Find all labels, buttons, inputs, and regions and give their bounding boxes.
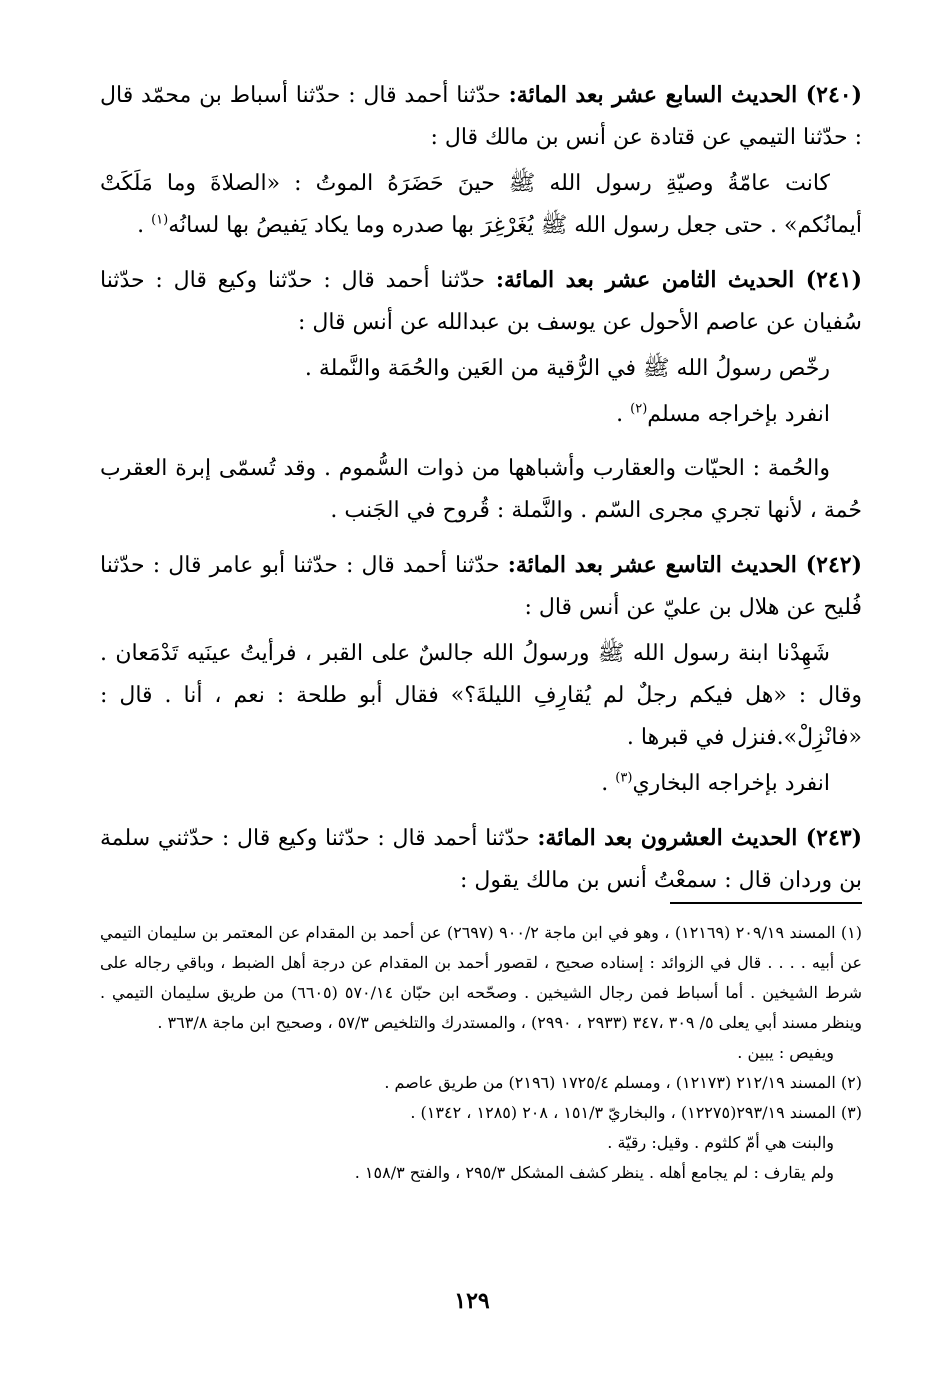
hadith-240-end: . <box>137 213 152 238</box>
hadith-240-matn <box>100 163 862 247</box>
hadith-241-note-end: . <box>616 402 631 427</box>
hadith-241-chain: حدّثنا أحمد قال : حدّثنا وكيع قال : حدّثنا سُفيان عن عاصم الأحول عن يوسف بن عبدالله عن أنس قال : <box>100 268 862 335</box>
hadith-241-isnad <box>100 259 862 344</box>
hadith-241-note <box>100 394 862 436</box>
hadith-242-heading: (٢٤٢) الحديث التاسع عشر بعد المائة: <box>507 552 863 578</box>
hadith-242-note-text: انفرد بإخراجه البخاري <box>632 771 830 796</box>
footnote-1-gloss: ويفيص : يبين . <box>737 1043 834 1062</box>
page-number: ١٢٩ <box>454 1288 490 1314</box>
hadith-242-chain: حدّثنا أحمد قال : حدّثنا أبو عامر قال : حدّثنا فُليح عن هلال بن عليّ عن أنس قال : <box>100 553 862 620</box>
hadith-242-matn: شَهِدْنا ابنة رسول الله ﷺ ورسولُ الله جالسٌ على القبر ، فرأيتُ عينَيه تَدْمَعان . وقال : «هل فيكم رجلٌ لم يُقارِفِ الليلةَ؟» فقال أبو طلحة : نعم ، أنا . قال : «فانْزِلْ».فنزل في قبرها . <box>100 641 862 750</box>
footnote-2: (٢) المسند ٢١٢/١٩ (١٢١٧٣) ، ومسلم ١٧٢٥/٤ (٢١٩٦) من طريق عاصم . <box>384 1073 862 1092</box>
footnote-divider <box>670 902 862 904</box>
hadith-241-heading: (٢٤١) الحديث الثامن عشر بعد المائة: <box>495 267 862 293</box>
footnote-ref-3: (٣) <box>615 770 633 786</box>
footnote-3: (٣) المسند ٢٩٣/١٩(١٢٢٧٥) ، والبخاريّ ١٥١/٣ ، ٢٠٨ (١٢٨٥ ، ١٣٤٢) . <box>410 1103 862 1122</box>
footnote-ref-2: (٢) <box>630 401 648 417</box>
hadith-243-chain: حدّثنا أحمد قال : حدّثنا وكيع قال : حدّثني سلمة بن وردان قال : سمعْتُ أنس بن مالك يقول : <box>100 826 862 893</box>
hadith-242-isnad <box>100 544 862 629</box>
hadith-242-note-end: . <box>601 771 616 796</box>
hadith-241-gloss: والحُمة : الحيّات والعقارب وأشباهها من ذوات السُّموم . وقد تُسمّى إبرة العقرب حُمة ، لأنها تجري مجرى السّم . والنَّملة : قُروح في الجَنب . <box>100 456 862 523</box>
footnotes <box>100 918 862 1188</box>
hadith-241-note-text: انفرد بإخراجه مسلم <box>647 402 830 427</box>
main-text <box>100 74 862 906</box>
footnote-3-gloss-a: والبنت هي أمّ كلثوم . وقيل: رقيّة . <box>607 1133 834 1152</box>
hadith-241-matn: رخّص رسولُ الله ﷺ في الرُّقية من العَين والحُمَة والنَّملة . <box>304 356 830 381</box>
hadith-240-isnad <box>100 74 862 159</box>
footnote-1: (١) المسند ٢٠٩/١٩ (١٢١٦٩) ، وهو في ابن ماجة ٩٠٠/٢ (٢٦٩٧) عن أحمد بن المقدام عن المعتمر بن سليمان التيمي عن أبيه . . . . قال في الزوائد : إسناده صحيح ، لقصور أحمد بن المقدام عن درجة أهل الضبط ، وباقي رجاله على شرط الشيخين . أما أسباط فمن رجال الشيخين . وصحّحه ابن حبّان ٥٧٠/١٤ (٦٦٠٥) من طريق سليمان التيمي . وينظر مسند أبي يعلى ٥/ ٣٠٩ ،٣٤٧ (٢٩٣٣ ، ٢٩٩٠) ، والمستدرك والتلخيص ٥٧/٣ ، وصحيح ابن ماجة ٣٦٣/٨ . <box>100 923 863 1032</box>
hadith-243-heading: (٢٤٣) الحديث العشرون بعد المائة: <box>537 825 863 851</box>
hadith-240-heading: (٢٤٠) الحديث السابع عشر بعد المائة: <box>508 82 862 108</box>
hadith-242-note <box>100 763 862 805</box>
hadith-243-isnad <box>100 817 862 902</box>
hadith-240-chain: حدّثنا أحمد قال : حدّثنا أسباط بن محمّد قال : حدّثنا التيمي عن قتادة عن أنس بن مالك قال : <box>100 83 862 150</box>
hadith-240-text: كانت عامّةُ وصيّةِ رسول الله ﷺ حينَ حَضَرَهُ الموتُ : «الصلاةَ وما مَلَكَتْ أيمانُكم» . حتى جعل رسول الله ﷺ يُغَرْغِرَ بها صدره وما يكاد يَفيصُ بها لسانُه <box>100 171 862 238</box>
footnote-ref-1: (١) <box>151 212 169 228</box>
footnote-3-gloss-b: ولم يقارف : لم يجامع أهله . ينظر كشف المشكل ٢٩٥/٣ ، والفتح ١٥٨/٣ . <box>354 1163 834 1182</box>
